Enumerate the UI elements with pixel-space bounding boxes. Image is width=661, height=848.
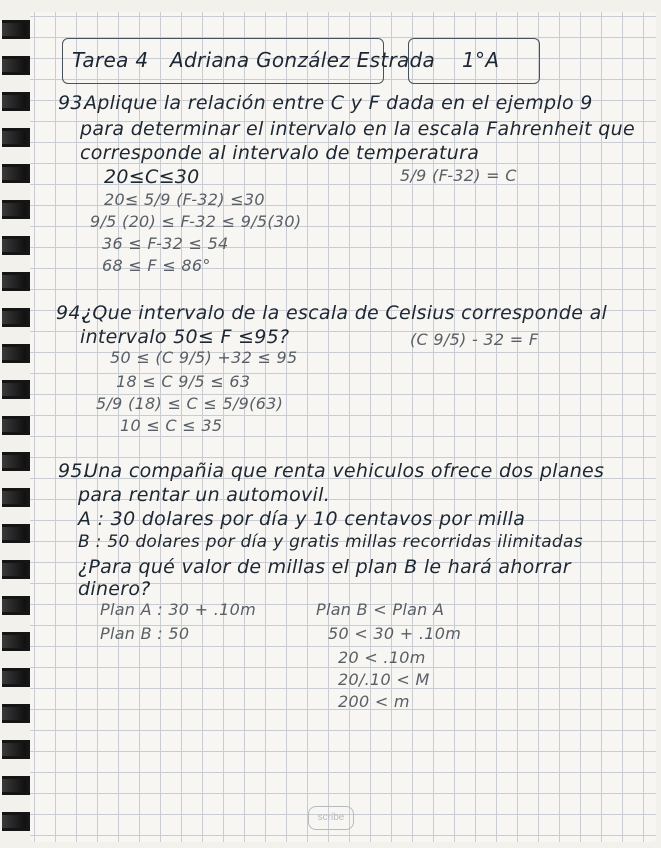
problem-94-formula: (C 9/5) - 32 = F [410, 330, 539, 349]
problem-94-line: ¿Que intervalo de la escala de Celsius corresponde al [82, 302, 608, 324]
problem-95-line: Una compañia que renta vehiculos ofrece dos planes [84, 460, 605, 482]
problem-95-line: para rentar un automovil. [78, 484, 331, 506]
problem-94-step: 18 ≤ C 9/5 ≤ 63 [116, 372, 251, 391]
problem-95-number: 95. [58, 460, 90, 482]
problem-95-line: B : 50 dolares por día y gratis millas recorridas ilimitadas [78, 532, 583, 552]
problem-94-line: intervalo 50≤ F ≤95? [80, 326, 290, 348]
problem-95-work: 20 < .10m [338, 648, 426, 667]
problem-95-line: dinero? [78, 578, 151, 600]
problem-93-step: 68 ≤ F ≤ 86° [102, 256, 211, 275]
student-group: 1°A [462, 48, 500, 72]
problem-93-number: 93. [58, 92, 90, 114]
problem-95-work: 20/.10 < M [338, 670, 430, 689]
problem-94-number: 94. [56, 302, 88, 324]
notebook-brand-logo: scribe [308, 806, 354, 830]
problem-95-line: A : 30 dolares por día y 10 centavos por milla [78, 508, 526, 530]
problem-93-step: 9/5 (20) ≤ F-32 ≤ 9/5(30) [90, 212, 302, 231]
problem-95-plan-b: Plan B : 50 [100, 624, 190, 643]
problem-93-line: corresponde al intervalo de temperatura [80, 142, 480, 164]
problem-94-step: 5/9 (18) ≤ C ≤ 5/9(63) [96, 394, 284, 413]
problem-95-work: Plan B < Plan A [316, 600, 445, 619]
problem-93-given: 20≤C≤30 [104, 166, 200, 188]
problem-93-step: 36 ≤ F-32 ≤ 54 [102, 234, 229, 253]
assignment-title: Tarea 4 [72, 48, 149, 72]
problem-94-step: 10 ≤ C ≤ 35 [120, 416, 223, 435]
problem-93-formula: 5/9 (F-32) = C [400, 166, 517, 185]
student-name: Adriana González Estrada [170, 48, 436, 72]
problem-93-line: para determinar el intervalo en la escala Fahrenheit que [80, 118, 635, 140]
problem-93-line: Aplique la relación entre C y F dada en el ejemplo 9 [84, 92, 593, 114]
problem-94-step: 50 ≤ (C 9/5) +32 ≤ 95 [110, 348, 298, 367]
problem-95-line: ¿Para qué valor de millas el plan B le hará ahorrar [78, 556, 571, 578]
problem-95-work: 200 < m [338, 692, 410, 711]
problem-95-work: 50 < 30 + .10m [328, 624, 462, 643]
problem-93-step: 20≤ 5/9 (F-32) ≤30 [104, 190, 265, 209]
problem-95-plan-a: Plan A : 30 + .10m [100, 600, 257, 619]
